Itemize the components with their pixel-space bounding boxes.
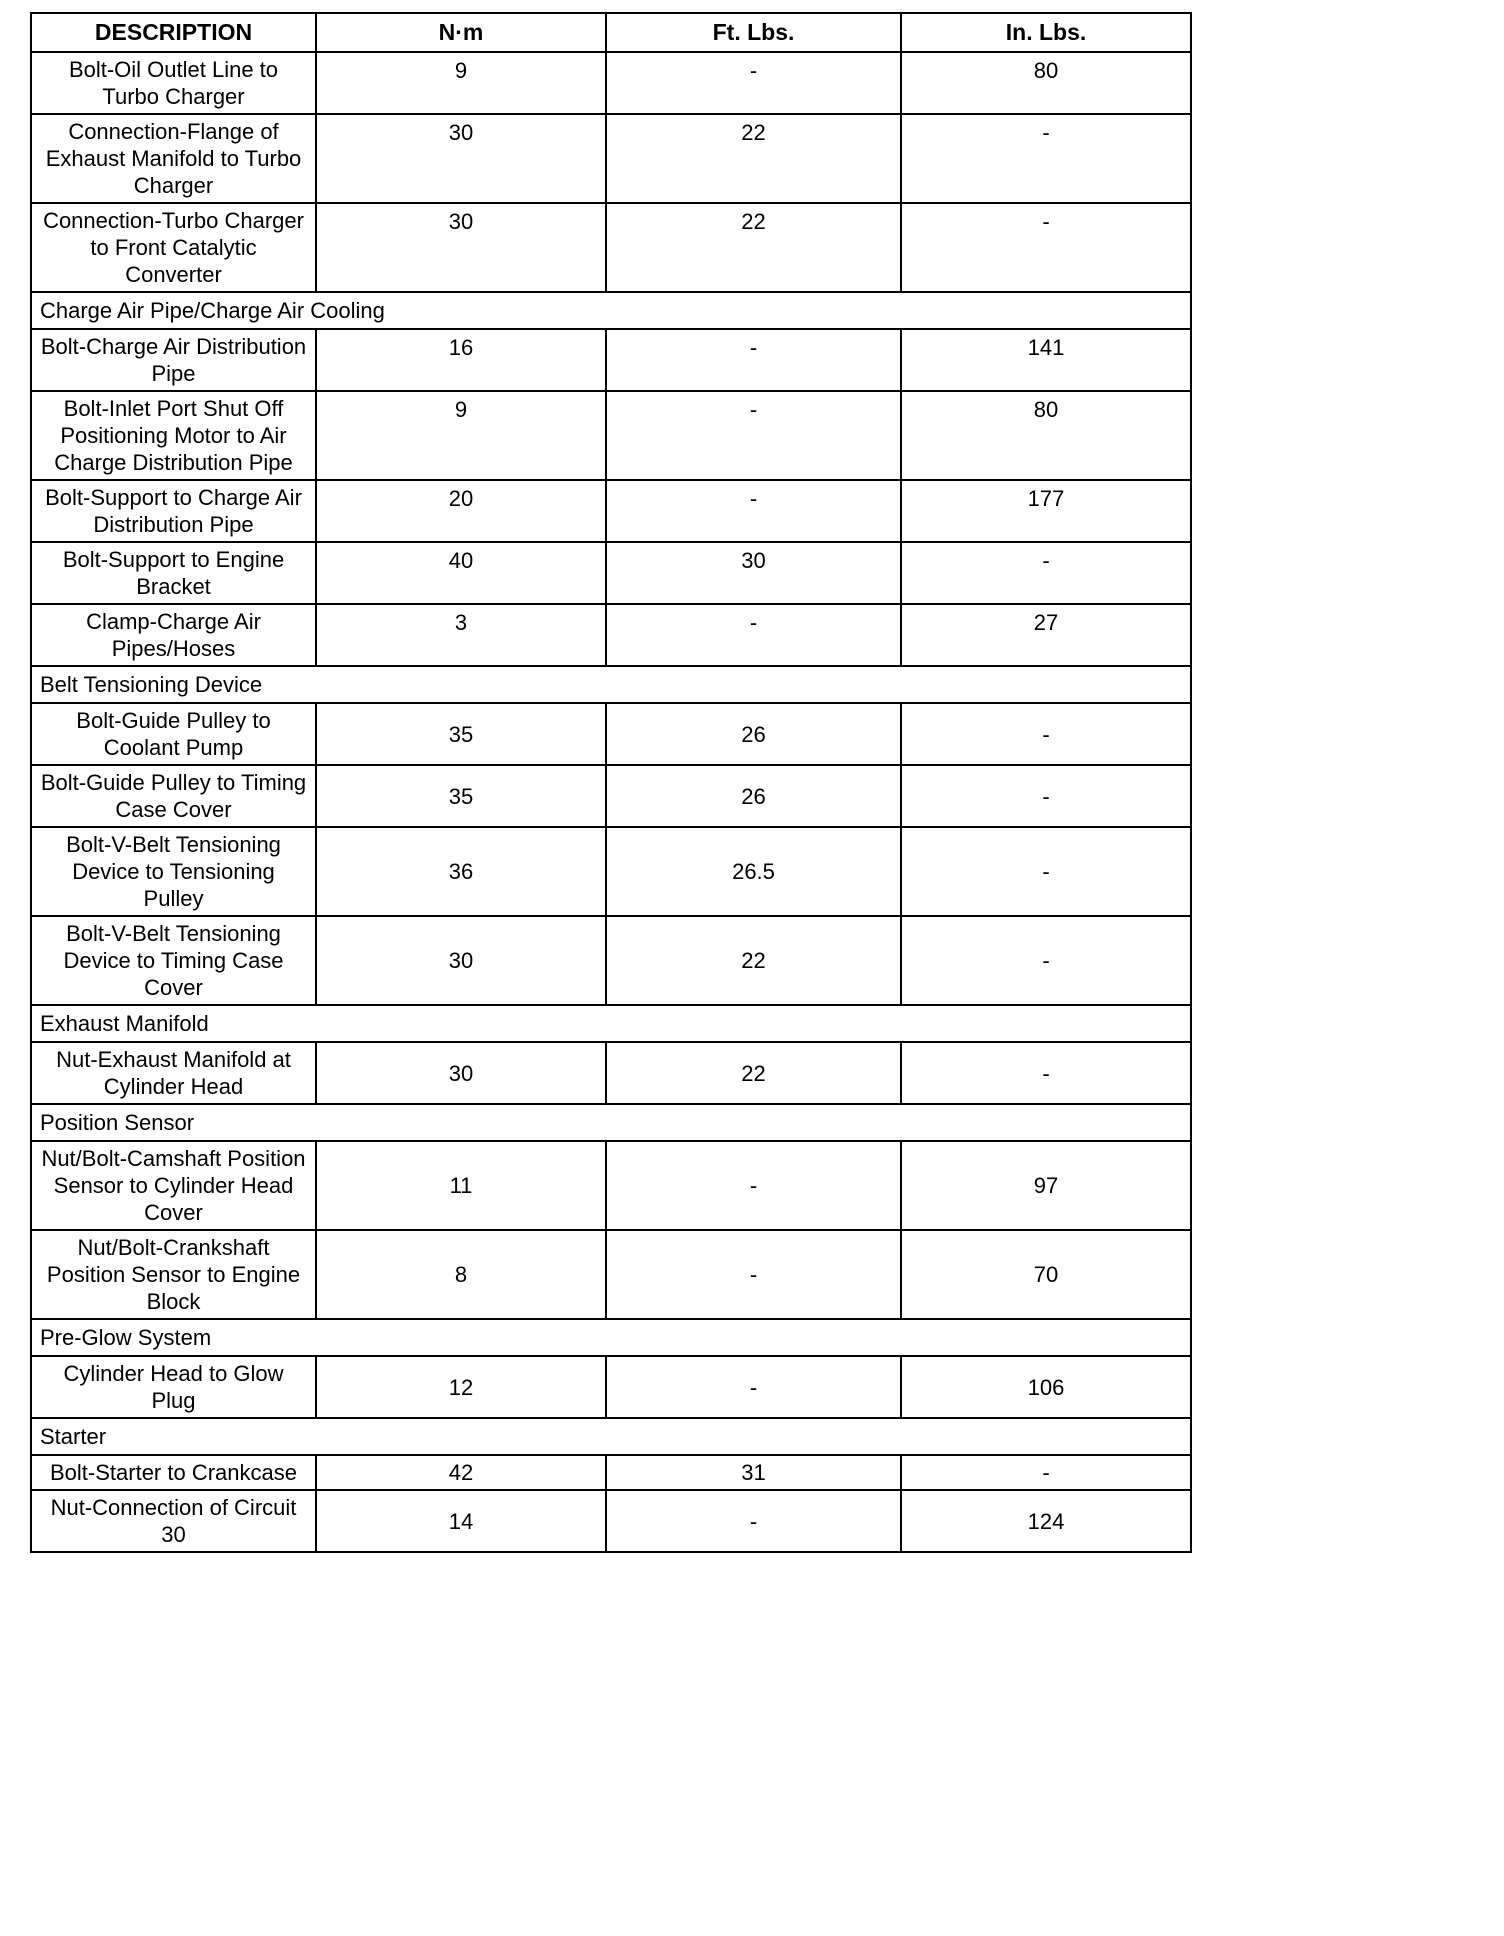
table-row: [31, 391, 1191, 480]
ftlbs-value-cell: -: [606, 52, 901, 114]
table-row: [31, 765, 1191, 827]
nm-value-cell: 12: [316, 1356, 606, 1418]
nm-value-cell: 35: [316, 765, 606, 827]
description-cell: Cylinder Head to Glow Plug: [31, 1356, 316, 1418]
description-cell: Bolt-Support to Charge Air Distribution Pipe: [31, 480, 316, 542]
section-header-label: Starter: [31, 1418, 1191, 1455]
description-cell: Bolt-V-Belt Tensioning Device to Tensioning Pulley: [31, 827, 316, 916]
inlbs-value-cell: -: [901, 916, 1191, 1005]
nm-value-cell: 30: [316, 916, 606, 1005]
description-cell: Bolt-Starter to Crankcase: [31, 1455, 316, 1490]
inlbs-value-cell: -: [901, 114, 1191, 203]
inlbs-value-cell: 27: [901, 604, 1191, 666]
inlbs-value-cell: -: [901, 542, 1191, 604]
table-row: [31, 542, 1191, 604]
ftlbs-value-cell: 22: [606, 1042, 901, 1104]
description-cell: Bolt-Support to Engine Bracket: [31, 542, 316, 604]
ftlbs-value-cell: 30: [606, 542, 901, 604]
section-header-label: Exhaust Manifold: [31, 1005, 1191, 1042]
description-cell: Connection-Turbo Charger to Front Catalytic Converter: [31, 203, 316, 292]
description-cell: Nut-Connection of Circuit 30: [31, 1490, 316, 1552]
nm-value-cell: 30: [316, 114, 606, 203]
table-row: [31, 1356, 1191, 1418]
table-row: [31, 1490, 1191, 1552]
table-header-row: [31, 13, 1191, 52]
ftlbs-value-cell: -: [606, 1141, 901, 1230]
inlbs-value-cell: -: [901, 765, 1191, 827]
nm-value-cell: 14: [316, 1490, 606, 1552]
inlbs-value-cell: 97: [901, 1141, 1191, 1230]
description-cell: Connection-Flange of Exhaust Manifold to Turbo Charger: [31, 114, 316, 203]
table-row: [31, 114, 1191, 203]
nm-value-cell: 42: [316, 1455, 606, 1490]
description-cell: Nut/Bolt-Crankshaft Position Sensor to Engine Block: [31, 1230, 316, 1319]
ftlbs-value-cell: -: [606, 329, 901, 391]
nm-value-cell: 36: [316, 827, 606, 916]
table-row: [31, 1455, 1191, 1490]
inlbs-value-cell: -: [901, 827, 1191, 916]
section-header-row: [31, 292, 1191, 329]
table-row: [31, 1230, 1191, 1319]
nm-value-cell: 30: [316, 1042, 606, 1104]
inlbs-value-cell: 80: [901, 52, 1191, 114]
table-row: [31, 1141, 1191, 1230]
nm-value-cell: 16: [316, 329, 606, 391]
inlbs-value-cell: 106: [901, 1356, 1191, 1418]
section-header-label: Position Sensor: [31, 1104, 1191, 1141]
section-header-row: [31, 666, 1191, 703]
table-row: [31, 827, 1191, 916]
section-header-label: Charge Air Pipe/Charge Air Cooling: [31, 292, 1191, 329]
nm-value-cell: 9: [316, 52, 606, 114]
description-cell: Bolt-Guide Pulley to Coolant Pump: [31, 703, 316, 765]
nm-value-cell: 30: [316, 203, 606, 292]
inlbs-value-cell: 80: [901, 391, 1191, 480]
inlbs-value-cell: 70: [901, 1230, 1191, 1319]
ftlbs-value-cell: -: [606, 1230, 901, 1319]
description-cell: Nut-Exhaust Manifold at Cylinder Head: [31, 1042, 316, 1104]
column-header-ftlbs: Ft. Lbs.: [606, 13, 901, 52]
nm-value-cell: 9: [316, 391, 606, 480]
section-header-row: [31, 1418, 1191, 1455]
torque-spec-table: [30, 12, 1192, 1553]
ftlbs-value-cell: 31: [606, 1455, 901, 1490]
column-header-inlbs: In. Lbs.: [901, 13, 1191, 52]
ftlbs-value-cell: -: [606, 480, 901, 542]
section-header-row: [31, 1005, 1191, 1042]
section-header-row: [31, 1319, 1191, 1356]
description-cell: Bolt-V-Belt Tensioning Device to Timing Case Cover: [31, 916, 316, 1005]
ftlbs-value-cell: 22: [606, 916, 901, 1005]
ftlbs-value-cell: -: [606, 391, 901, 480]
ftlbs-value-cell: 22: [606, 114, 901, 203]
inlbs-value-cell: -: [901, 1455, 1191, 1490]
column-header-nm: N·m: [316, 13, 606, 52]
nm-value-cell: 20: [316, 480, 606, 542]
nm-value-cell: 8: [316, 1230, 606, 1319]
nm-value-cell: 35: [316, 703, 606, 765]
ftlbs-value-cell: 26.5: [606, 827, 901, 916]
inlbs-value-cell: 141: [901, 329, 1191, 391]
table-row: [31, 916, 1191, 1005]
inlbs-value-cell: 124: [901, 1490, 1191, 1552]
description-cell: Clamp-Charge Air Pipes/Hoses: [31, 604, 316, 666]
description-cell: Bolt-Oil Outlet Line to Turbo Charger: [31, 52, 316, 114]
table-row: [31, 203, 1191, 292]
ftlbs-value-cell: 26: [606, 703, 901, 765]
inlbs-value-cell: 177: [901, 480, 1191, 542]
inlbs-value-cell: -: [901, 1042, 1191, 1104]
ftlbs-value-cell: -: [606, 604, 901, 666]
ftlbs-value-cell: 26: [606, 765, 901, 827]
inlbs-value-cell: -: [901, 703, 1191, 765]
ftlbs-value-cell: -: [606, 1356, 901, 1418]
nm-value-cell: 3: [316, 604, 606, 666]
description-cell: Bolt-Charge Air Distribution Pipe: [31, 329, 316, 391]
description-cell: Nut/Bolt-Camshaft Position Sensor to Cylinder Head Cover: [31, 1141, 316, 1230]
section-header-row: [31, 1104, 1191, 1141]
nm-value-cell: 40: [316, 542, 606, 604]
section-header-label: Pre-Glow System: [31, 1319, 1191, 1356]
description-cell: Bolt-Inlet Port Shut Off Positioning Motor to Air Charge Distribution Pipe: [31, 391, 316, 480]
table-row: [31, 1042, 1191, 1104]
column-header-description: DESCRIPTION: [31, 13, 316, 52]
nm-value-cell: 11: [316, 1141, 606, 1230]
ftlbs-value-cell: 22: [606, 203, 901, 292]
table-row: [31, 703, 1191, 765]
table-row: [31, 480, 1191, 542]
description-cell: Bolt-Guide Pulley to Timing Case Cover: [31, 765, 316, 827]
table-row: [31, 329, 1191, 391]
table-row: [31, 604, 1191, 666]
inlbs-value-cell: -: [901, 203, 1191, 292]
ftlbs-value-cell: -: [606, 1490, 901, 1552]
section-header-label: Belt Tensioning Device: [31, 666, 1191, 703]
table-row: [31, 52, 1191, 114]
